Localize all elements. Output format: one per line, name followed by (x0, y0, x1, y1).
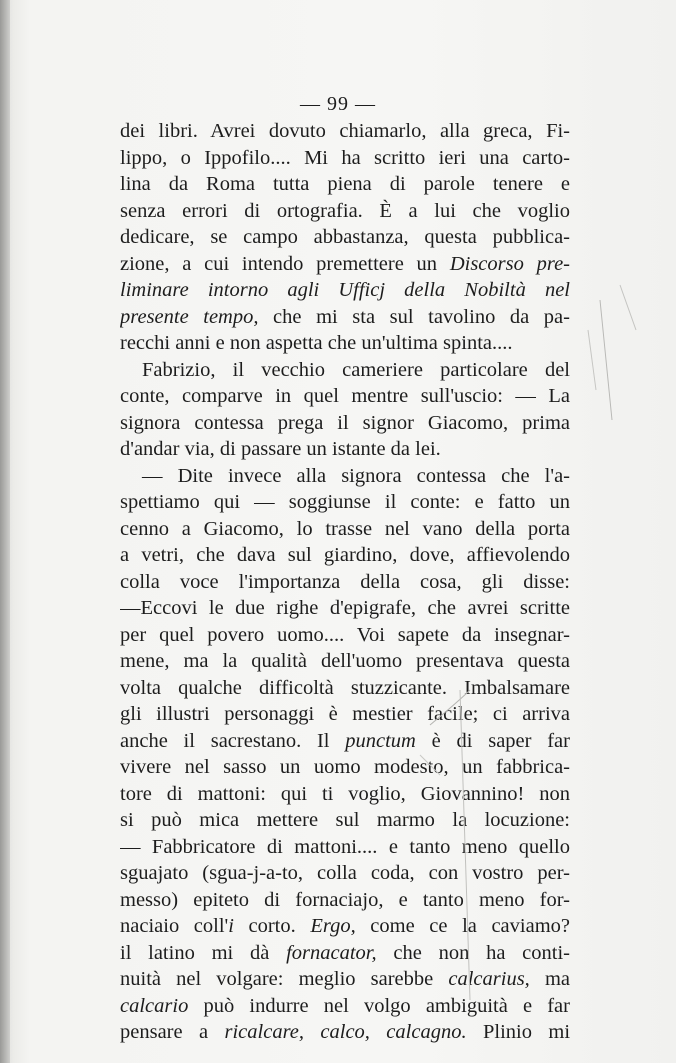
text-line (120, 463, 570, 490)
text-line (120, 516, 570, 543)
text-line (120, 436, 570, 463)
text-line (120, 542, 570, 569)
page-binding-edge (0, 0, 10, 1063)
text-span: tore di mattoni: qui ti voglio, Giovannino! non (120, 782, 570, 805)
italic-text: ricalcare, calco, calcagno. (224, 1021, 467, 1043)
text-span: mene, ma la qualità dell'uomo presentava questa (120, 650, 570, 672)
text-span: ma (529, 968, 570, 990)
text-span: d'andar via, di passare un istante da lei. (120, 438, 441, 460)
text-span: anche il sacrestano. Il (120, 729, 346, 752)
text-line (120, 887, 570, 914)
text-line (120, 940, 570, 967)
text-span: messo) epiteto di fornaciajo, e tanto meno for- (120, 888, 570, 911)
italic-text: presente tempo, (120, 305, 259, 328)
text-span: che mi sta sul tavolino da pa- (258, 305, 570, 328)
text-line (120, 622, 570, 649)
italic-text: fornacator, (286, 941, 377, 964)
text-line (120, 728, 570, 755)
text-span: come ce la caviamo? (355, 915, 570, 937)
text-span: gli illustri personaggi è mestier facile; ci arriva (120, 703, 570, 725)
text-span: lippo, o Ippofilo.... Mi ha scritto ieri una carto- (120, 146, 570, 169)
text-span: è di saper far (415, 729, 570, 752)
text-span: dei libri. Avrei dovuto chiamarlo, alla greca, Fi- (120, 120, 570, 142)
text-line (120, 171, 570, 198)
text-span: signora contessa prega il signor Giacomo, prima (120, 411, 570, 434)
page-number: — 99 — (300, 93, 376, 115)
text-line (120, 966, 570, 993)
text-span: corto. (233, 915, 311, 937)
text-span: vivere nel sasso un uomo modesto, un fabbrica- (120, 756, 570, 778)
text-line (120, 648, 570, 675)
text-span: nuità nel volgare: meglio sarebbe (120, 968, 449, 990)
text-line (120, 913, 570, 940)
text-line (120, 489, 570, 516)
text-span: — Fabbricatore di mattoni.... e tanto meno quello (120, 835, 570, 858)
text-span: —Eccovi le due righe d'epigrafe, che avrei scritte (120, 597, 570, 619)
text-line (120, 1019, 570, 1046)
text-line (120, 304, 570, 331)
text-span: lina da Roma tutta piena di parole tenere e (120, 173, 570, 195)
italic-text: Ergo, (310, 915, 356, 937)
text-span: volta qualche difficoltà stuzzicante. Imbalsamare (120, 676, 570, 699)
text-line (120, 781, 570, 808)
italic-text: calcarius, (448, 968, 530, 990)
text-span: può indurre nel volgo ambiguità e far (188, 994, 570, 1017)
text-span: spettiamo qui — soggiunse il conte: e fatto un (120, 491, 570, 513)
text-line (120, 251, 570, 278)
italic-text: calcario (120, 994, 189, 1017)
text-line (120, 145, 570, 172)
text-line (120, 383, 570, 410)
text-span: cenno a Giacomo, lo trasse nel vano della porta (120, 517, 570, 540)
text-line (120, 595, 570, 622)
text-line (120, 807, 570, 834)
text-span: a vetri, che dava sul giardino, dove, affievolendo (120, 544, 570, 566)
text-span: senza errori di ortografia. È a lui che voglio (120, 199, 570, 222)
italic-text: i (228, 915, 234, 937)
pencil-stroke (588, 330, 596, 390)
body-text (120, 118, 570, 1046)
text-line (120, 198, 570, 225)
pencil-stroke (600, 300, 612, 420)
text-span: si può mica mettere sul marmo la locuzione: (120, 809, 570, 831)
text-span: recchi anni e non aspetta che un'ultima spinta.... (120, 332, 513, 354)
text-span: dedicare, se campo abbastanza, questa pubblica- (120, 226, 570, 248)
text-span: il latino mi dà (120, 941, 287, 964)
text-line (120, 410, 570, 437)
italic-text: punctum (345, 729, 416, 752)
text-span: zione, a cui intendo premettere un (120, 252, 450, 275)
text-line (120, 118, 570, 145)
text-span: per quel povero uomo.... Voi sapete da insegnar- (120, 623, 570, 646)
text-line (120, 357, 570, 384)
text-line (120, 701, 570, 728)
text-span: naciaio coll' (120, 915, 229, 937)
text-span: — Dite invece alla signora contessa che l'a- (142, 464, 570, 487)
italic-text: Discorso pre- (449, 252, 570, 275)
text-line (120, 754, 570, 781)
text-line (120, 993, 570, 1020)
text-span: Fabrizio, il vecchio cameriere particolare del (142, 358, 570, 381)
text-line (120, 277, 570, 304)
text-span: pensare a (120, 1021, 225, 1043)
text-line (120, 675, 570, 702)
pencil-stroke (620, 285, 636, 330)
text-span: Plinio mi (466, 1021, 570, 1043)
text-line (120, 224, 570, 251)
text-span: conte, comparve in quel mentre sull'uscio: — La (120, 385, 570, 407)
text-line (120, 569, 570, 596)
text-line (120, 860, 570, 887)
text-span: sguajato (sgua-j-a-to, colla coda, con vostro per- (120, 862, 570, 884)
italic-text: liminare intorno agli Ufficj della Nobiltà nel (120, 279, 570, 301)
text-span: che non ha conti- (376, 941, 570, 964)
text-line (120, 330, 570, 357)
text-line (120, 834, 570, 861)
text-span: colla voce l'importanza della cosa, gli disse: (120, 570, 570, 593)
